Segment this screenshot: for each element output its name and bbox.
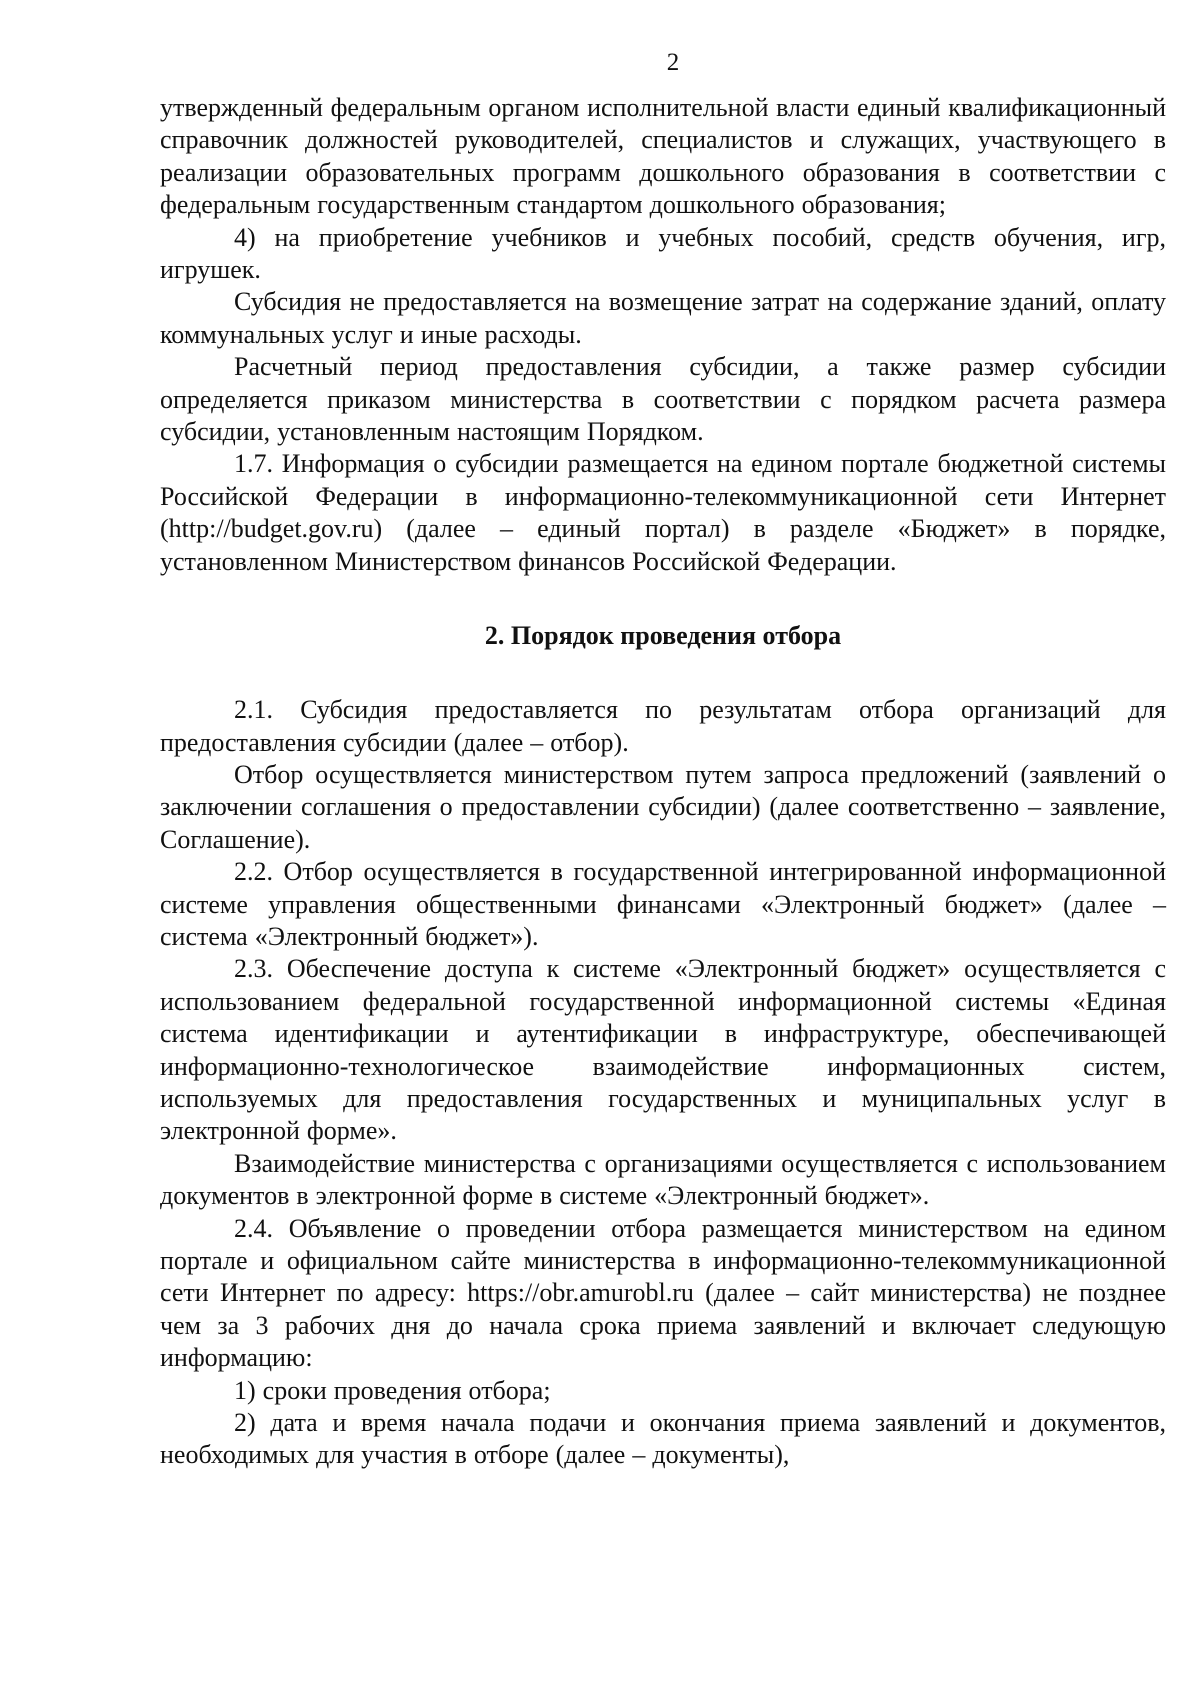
paragraph: 2) дата и время начала подачи и окончания приема заявлений и документов, необходимых для участия в отборе (далее – документы), [160,1408,1166,1470]
paragraph: Расчетный период предоставления субсидии, а также размер субсидии определяется приказом министерства в соответствии с порядком расчета размера субсидии, установленным настоящим Порядком. [160,352,1166,447]
paragraph: 2.1. Субсидия предоставляется по результатам отбора организаций для предоставления субсидии (далее – отбор). [160,695,1166,757]
paragraph: Взаимодействие министерства с организациями осуществляется с использованием документов в электронной форме в системе «Электронный бюджет». [160,1148,1166,1211]
paragraph: 1.7. Информация о субсидии размещается на едином портале бюджетной системы Российской Федерации в информационно-телекоммуникационной сети Интернет (http://budget.gov.ru) (далее – единый портал) в разделе «Бюджет» в порядке, установленном Министерством финансов Российской Федерации. [160,449,1166,576]
paragraph: 4) на приобретение учебников и учебных пособий, средств обучения, игр, игрушек. [160,222,1166,285]
section-title: 2. Порядок проведения отбора [484,621,842,651]
page-number: 2 [666,49,680,76]
paragraph: 2.2. Отбор осуществляется в государственной интегрированной информационной системе управления общественными финансами «Электронный бюджет» (далее – система «Электронный бюджет»). [160,857,1166,951]
paragraph: 2.3. Обеспечение доступа к системе «Электронный бюджет» осуществляется с использованием федеральной государственной информационной системы «Единая система идентификации и аутентификации в инфраструктуре, обеспечивающей информационно-технологическое взаимодействие информационных систем, используемых для предоставления государственных и муниципальных услуг в электронной форме». [160,954,1166,1146]
paragraph: 2.4. Объявление о проведении отбора размещается министерством на едином портале и официальном сайте министерства в информационно-телекоммуникационной сети Интернет по адресу: https://obr.amurobl.ru (далее – сайт министерства) не позднее чем за 3 рабочих дня до начала срока приема заявлений и включает следующую информацию: [160,1213,1166,1373]
paragraph: 1) сроки проведения отбора; [234,1375,551,1405]
paragraph: Субсидия не предоставляется на возмещение затрат на содержание зданий, оплату коммунальных услуг и иные расходы. [160,287,1166,349]
paragraph: утвержденный федеральным органом исполнительной власти единый квалификационный справочник должностей руководителей, специалистов и служащих, участвующего в реализации образовательных программ дошкольного образования в соответствии с федеральным государственным стандартом дошкольного образования; [160,93,1166,220]
paragraph: Отбор осуществляется министерством путем запроса предложений (заявлений о заключении соглашения о предоставлении субсидии) (далее соответственно – заявление, Соглашение). [160,759,1166,854]
